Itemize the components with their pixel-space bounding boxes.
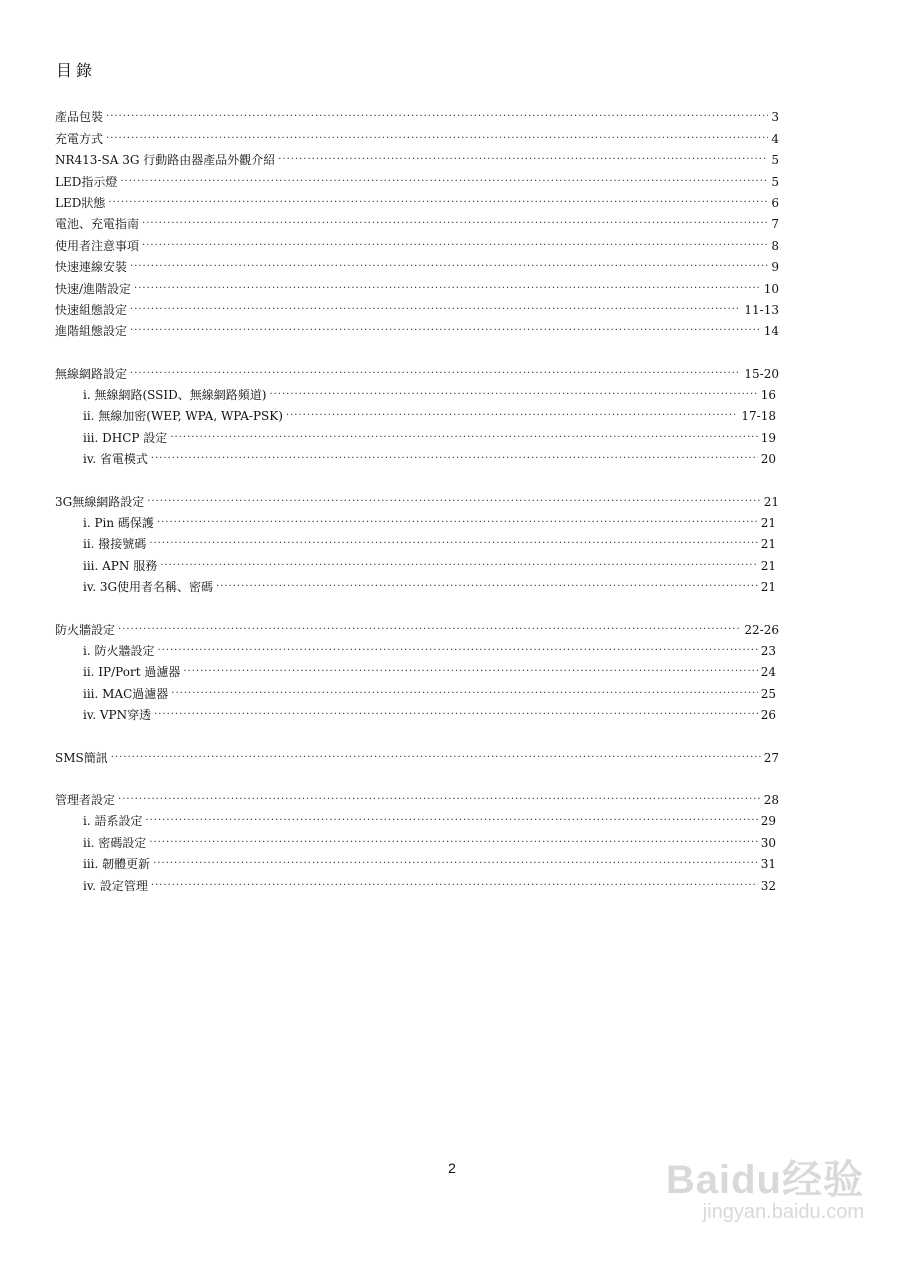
dot-leader [134, 281, 761, 297]
toc-entry[interactable] [55, 638, 776, 659]
entry-label: 無線網路設定 [55, 366, 128, 381]
dot-leader [147, 494, 760, 510]
dot-leader [130, 366, 741, 382]
entry-label: iii. MAC過濾器 [83, 686, 169, 701]
entry-page: 27 [763, 750, 779, 765]
toc-entry[interactable] [55, 254, 779, 275]
dot-leader [153, 856, 758, 872]
dot-leader [120, 174, 768, 190]
dot-leader [142, 216, 768, 232]
toc-entry[interactable] [55, 510, 776, 531]
dot-leader [183, 664, 757, 680]
toc-entry[interactable] [55, 318, 779, 339]
entry-label: ii. IP/Port 過濾器 [83, 665, 181, 680]
entry-page: 28 [763, 792, 779, 807]
toc-title: 目錄 [56, 61, 97, 80]
toc-entry[interactable] [55, 125, 779, 146]
dot-leader [170, 430, 757, 446]
dot-leader [118, 792, 761, 808]
section-gap [55, 595, 779, 616]
entry-label: 防火牆設定 [55, 622, 116, 637]
dot-leader [269, 387, 757, 403]
watermark-brand: Baidu经验 [665, 1158, 864, 1202]
dot-leader [151, 878, 758, 894]
entry-label: ii. 無線加密(WEP, WPA, WPA-PSK) [83, 409, 283, 424]
table-of-contents [55, 104, 779, 894]
entry-label: LED指示燈 [55, 174, 118, 189]
entry-page: 31 [760, 857, 776, 872]
entry-page: 21 [760, 516, 776, 531]
entry-page: 4 [771, 131, 779, 146]
entry-page: 5 [771, 174, 779, 189]
toc-entry[interactable] [55, 424, 776, 445]
entry-page: 32 [760, 878, 776, 893]
toc-section-heading[interactable] [55, 744, 779, 765]
entry-page: 22-26 [744, 622, 779, 637]
entry-page: 21 [760, 580, 776, 595]
entry-page: 29 [760, 814, 776, 829]
section-gap [55, 766, 779, 787]
entry-page: 8 [771, 238, 779, 253]
entry-label: ii. 撥接號碼 [83, 537, 147, 552]
toc-entry[interactable] [55, 232, 779, 253]
toc-entry[interactable] [55, 382, 776, 403]
entry-label: 進階組態設定 [55, 324, 128, 339]
dot-leader [286, 408, 738, 424]
toc-entry[interactable] [55, 190, 779, 211]
entry-label: LED狀態 [55, 195, 106, 210]
toc-entry[interactable] [55, 808, 776, 829]
entry-page: 17-18 [741, 409, 776, 424]
entry-label: i. 防火牆設定 [83, 643, 155, 658]
dot-leader [160, 558, 758, 574]
entry-label: ii. 密碼設定 [83, 835, 147, 850]
toc-entry[interactable] [55, 829, 776, 850]
dot-leader [171, 686, 757, 702]
entry-page: 15-20 [744, 366, 779, 381]
toc-entry[interactable] [55, 275, 779, 296]
entry-label: 電池、充電指南 [55, 217, 140, 232]
entry-label: iv. VPN穿透 [83, 708, 152, 723]
entry-label: iv. 省電模式 [83, 452, 148, 467]
toc-entry[interactable] [55, 211, 779, 232]
entry-label: 快速/進階設定 [55, 281, 132, 296]
entry-page: 3 [771, 110, 779, 125]
entry-page: 21 [763, 494, 779, 509]
toc-section-heading[interactable] [55, 787, 779, 808]
dot-leader [278, 152, 768, 168]
toc-entry[interactable] [55, 168, 779, 189]
entry-page: 5 [771, 153, 779, 168]
entry-label: SMS簡訊 [55, 750, 108, 765]
entry-page: 30 [760, 835, 776, 850]
entry-page: 9 [771, 260, 779, 275]
entry-page: 23 [760, 643, 776, 658]
entry-label: NR413-SA 3G 行動路由器產品外觀介紹 [55, 153, 276, 168]
dot-leader [130, 259, 768, 275]
entry-label: iv. 3G使用者名稱、密碼 [83, 580, 214, 595]
dot-leader [154, 707, 758, 723]
entry-page: 14 [763, 324, 779, 339]
dot-leader [108, 195, 768, 211]
entry-label: 快速組態設定 [55, 302, 128, 317]
entry-label: 3G無線網路設定 [55, 494, 145, 509]
entry-page: 25 [760, 686, 776, 701]
entry-page: 16 [760, 388, 776, 403]
dot-leader [157, 643, 757, 659]
dot-leader [130, 323, 761, 339]
entry-page: 24 [760, 665, 776, 680]
dot-leader [149, 536, 757, 552]
toc-entry[interactable] [55, 851, 776, 872]
toc-entry[interactable] [55, 297, 779, 318]
toc-section-heading[interactable] [55, 488, 779, 509]
dot-leader [157, 515, 758, 531]
toc-section-heading[interactable] [55, 616, 779, 637]
toc-entry[interactable] [55, 680, 776, 701]
entry-page: 21 [760, 558, 776, 573]
entry-label: iii. APN 服務 [83, 558, 158, 573]
entry-page: 21 [760, 537, 776, 552]
toc-entry[interactable] [55, 552, 776, 573]
toc-entry[interactable] [55, 446, 776, 467]
dot-leader [145, 813, 757, 829]
toc-entry[interactable] [55, 659, 776, 680]
toc-section-heading[interactable] [55, 360, 779, 381]
toc-entry[interactable] [55, 702, 776, 723]
dot-leader [118, 622, 741, 638]
entry-page: 6 [771, 195, 779, 210]
entry-page: 19 [760, 430, 776, 445]
section-gap [55, 339, 779, 360]
entry-label: 快速連線安裝 [55, 260, 128, 275]
entry-label: 產品包裝 [55, 110, 104, 125]
section-gap [55, 723, 779, 744]
toc-entry[interactable] [55, 574, 776, 595]
toc-entry[interactable] [55, 147, 779, 168]
toc-entry[interactable] [55, 872, 776, 893]
watermark-url: jingyan.baidu.com [702, 1201, 864, 1223]
entry-label: 使用者注意事項 [55, 238, 140, 253]
toc-entry[interactable] [55, 104, 779, 125]
dot-leader [216, 579, 758, 595]
entry-label: i. 語系設定 [83, 814, 143, 829]
section-gap [55, 467, 779, 488]
entry-label: 管理者設定 [55, 792, 116, 807]
dot-leader [111, 750, 761, 766]
dot-leader [130, 302, 741, 318]
entry-page: 10 [763, 281, 779, 296]
page-number: 2 [448, 1160, 456, 1176]
dot-leader [106, 131, 768, 147]
entry-label: iv. 設定管理 [83, 878, 148, 893]
baidu-watermark [666, 1148, 864, 1224]
entry-page: 11-13 [744, 302, 779, 317]
dot-leader [106, 109, 768, 125]
dot-leader [151, 451, 758, 467]
entry-page: 7 [771, 217, 779, 232]
entry-label: iii. 韌體更新 [83, 857, 151, 872]
entry-label: 充電方式 [55, 131, 104, 146]
entry-label: iii. DHCP 設定 [83, 430, 168, 445]
entry-page: 20 [760, 452, 776, 467]
dot-leader [149, 835, 757, 851]
entry-label: i. 無線網路(SSID、無線網路頻道) [83, 388, 267, 403]
entry-label: i. Pin 碼保護 [83, 516, 154, 531]
entry-page: 26 [760, 708, 776, 723]
toc-entry[interactable] [55, 403, 776, 424]
dot-leader [142, 238, 768, 254]
toc-entry[interactable] [55, 531, 776, 552]
